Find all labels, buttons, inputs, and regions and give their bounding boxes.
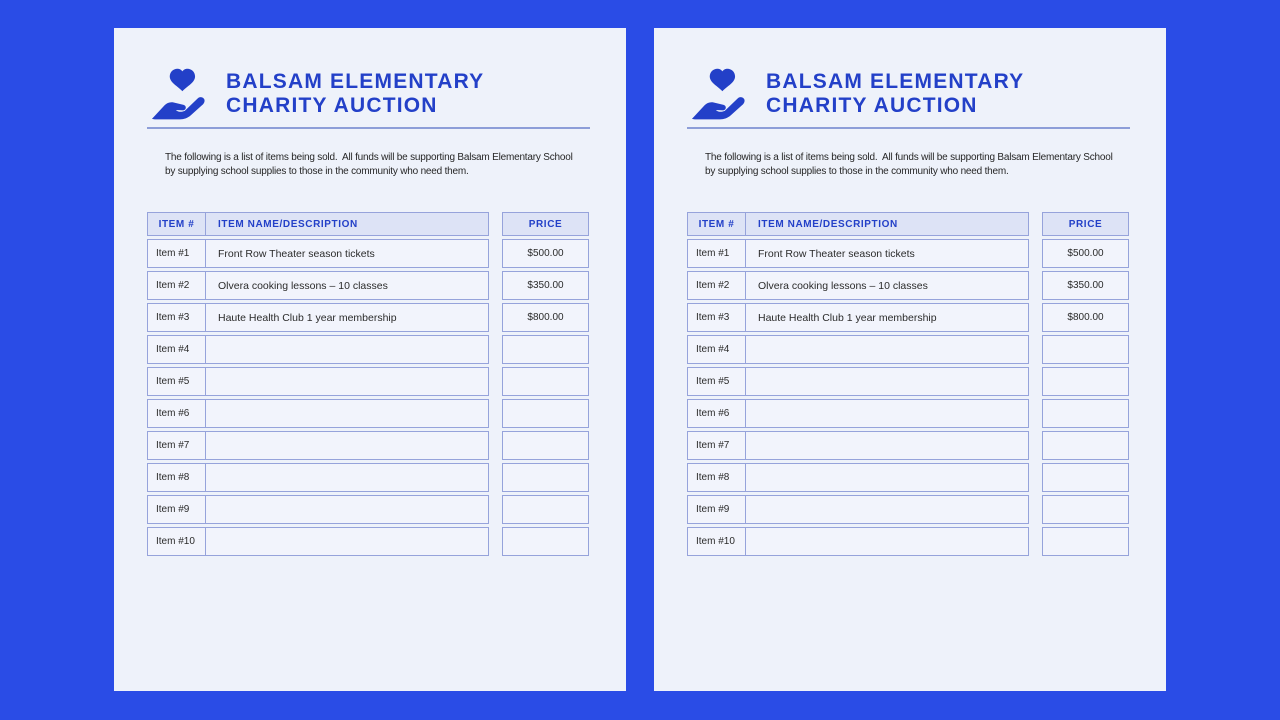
item-number-header: ITEM # (688, 213, 746, 235)
table-row (147, 495, 489, 524)
item-number-cell: Item #1 (148, 240, 206, 267)
item-number-header: ITEM # (148, 213, 206, 235)
heart-in-hand-icon (151, 66, 211, 122)
item-number-cell: Item #4 (688, 336, 746, 363)
table-row (687, 399, 1029, 428)
price-cell (502, 399, 589, 428)
item-description-cell (746, 496, 1028, 523)
item-description-cell (746, 368, 1028, 395)
price-cell (502, 367, 589, 396)
items-table (147, 212, 489, 556)
price-cell (1042, 527, 1129, 556)
item-description-cell: Olvera cooking lessons – 10 classes (218, 279, 388, 292)
item-description-cell (746, 528, 1028, 555)
price-cell: $350.00 (1042, 271, 1129, 300)
heart-in-hand-icon (691, 66, 751, 122)
price-cell (1042, 495, 1129, 524)
title-line-1: BALSAM ELEMENTARY (226, 70, 485, 93)
item-number-cell: Item #6 (688, 400, 746, 427)
item-description-cell (746, 432, 1028, 459)
table-row (147, 463, 489, 492)
price-cell (1042, 399, 1129, 428)
price-cell: $500.00 (502, 239, 589, 268)
price-cell (502, 495, 589, 524)
title-line-2: CHARITY AUCTION (766, 94, 978, 117)
table-row (687, 431, 1029, 460)
document-title (226, 70, 484, 118)
price-cell (502, 527, 589, 556)
price-cell: $350.00 (502, 271, 589, 300)
item-number-cell: Item #2 (688, 272, 746, 299)
item-number-cell: Item #6 (148, 400, 206, 427)
item-description-cell: Haute Health Club 1 year membership (218, 311, 397, 324)
item-description-cell (206, 432, 488, 459)
table-row (147, 431, 489, 460)
item-number-cell: Item #9 (148, 496, 206, 523)
table-row (687, 335, 1029, 364)
items-table-header (687, 212, 1029, 236)
item-name-header: ITEM NAME/DESCRIPTION (218, 218, 358, 230)
table-row (687, 463, 1029, 492)
table-row (687, 527, 1029, 556)
price-cell: $800.00 (1042, 303, 1129, 332)
table-row (147, 335, 489, 364)
document-page (654, 28, 1166, 691)
item-description-cell (206, 496, 488, 523)
table-row (147, 527, 489, 556)
item-number-cell: Item #10 (148, 528, 206, 555)
document-page (114, 28, 626, 691)
item-description-cell (206, 400, 488, 427)
header-divider (687, 127, 1130, 129)
table-row (687, 303, 1029, 332)
price-cell (1042, 367, 1129, 396)
item-number-cell: Item #5 (148, 368, 206, 395)
item-number-cell: Item #3 (688, 304, 746, 331)
table-row (147, 367, 489, 396)
item-description-cell (746, 464, 1028, 491)
price-header: PRICE (1042, 212, 1129, 236)
price-cell (502, 463, 589, 492)
table-row (687, 239, 1029, 268)
item-number-cell: Item #5 (688, 368, 746, 395)
header-divider (147, 127, 590, 129)
item-number-cell: Item #8 (688, 464, 746, 491)
price-cell: $800.00 (502, 303, 589, 332)
item-description-cell (746, 336, 1028, 363)
table-row (687, 271, 1029, 300)
price-cell (1042, 431, 1129, 460)
table-row (147, 271, 489, 300)
item-description-cell (206, 464, 488, 491)
title-line-1: BALSAM ELEMENTARY (766, 70, 1025, 93)
item-number-cell: Item #9 (688, 496, 746, 523)
price-table (1042, 212, 1129, 556)
items-table (687, 212, 1029, 556)
intro-text: The following is a list of items being sold. All funds will be supporting Balsam Elementary School by supplying school supplies to those in the community who need them. (705, 152, 1116, 177)
table-row (687, 367, 1029, 396)
item-description-cell: Olvera cooking lessons – 10 classes (758, 279, 928, 292)
auction-items-section (147, 212, 589, 556)
title-line-2: CHARITY AUCTION (226, 94, 438, 117)
price-cell: $500.00 (1042, 239, 1129, 268)
item-description-cell (206, 336, 488, 363)
price-cell (1042, 335, 1129, 364)
item-description-cell (206, 368, 488, 395)
auction-items-section (687, 212, 1129, 556)
table-row (147, 303, 489, 332)
item-description-cell: Haute Health Club 1 year membership (758, 311, 937, 324)
item-description-cell (746, 400, 1028, 427)
price-table (502, 212, 589, 556)
price-cell (502, 335, 589, 364)
table-row (687, 495, 1029, 524)
table-row (147, 399, 489, 428)
item-number-cell: Item #4 (148, 336, 206, 363)
item-number-cell: Item #2 (148, 272, 206, 299)
item-name-header: ITEM NAME/DESCRIPTION (758, 218, 898, 230)
document-title (766, 70, 1024, 118)
item-number-cell: Item #10 (688, 528, 746, 555)
item-description-cell (206, 528, 488, 555)
intro-text: The following is a list of items being sold. All funds will be supporting Balsam Elementary School by supplying school supplies to those in the community who need them. (165, 152, 576, 177)
table-row (147, 239, 489, 268)
item-number-cell: Item #3 (148, 304, 206, 331)
price-cell (502, 431, 589, 460)
item-number-cell: Item #1 (688, 240, 746, 267)
price-header: PRICE (502, 212, 589, 236)
price-cell (1042, 463, 1129, 492)
item-number-cell: Item #7 (148, 432, 206, 459)
item-number-cell: Item #7 (688, 432, 746, 459)
item-description-cell: Front Row Theater season tickets (758, 247, 915, 260)
item-description-cell: Front Row Theater season tickets (218, 247, 375, 260)
item-number-cell: Item #8 (148, 464, 206, 491)
items-table-header (147, 212, 489, 236)
